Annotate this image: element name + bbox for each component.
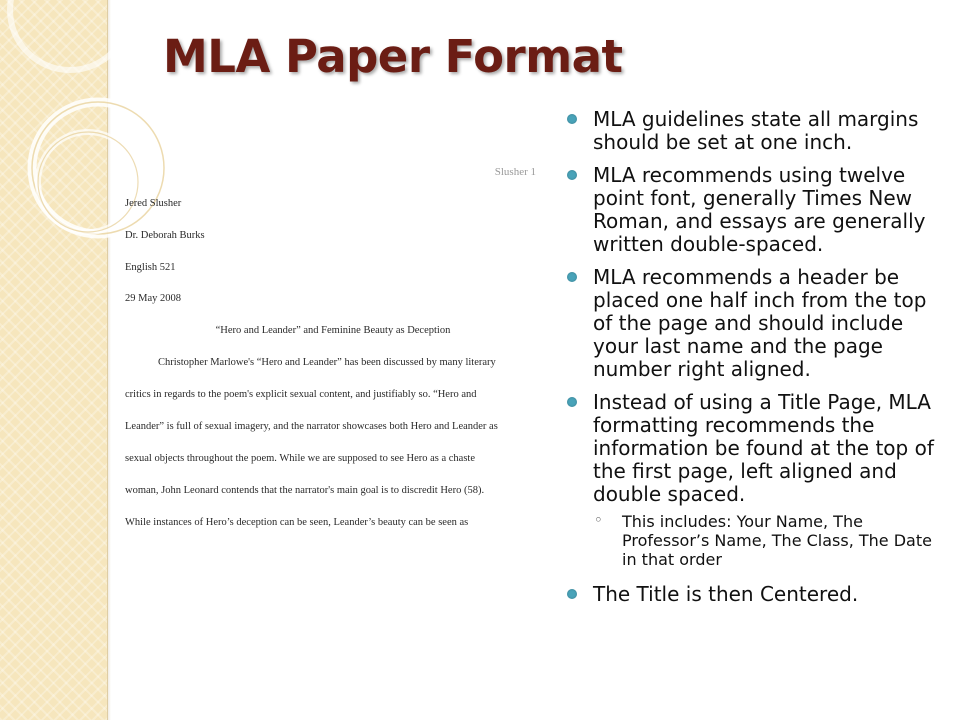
paper-class-name: English 521 <box>125 262 176 273</box>
bullet-title-centered: The Title is then Centered. <box>566 583 946 606</box>
bullet-header: MLA recommends a header be placed one half inch from the top of the page and should include your last name and the page number right aligned. <box>566 266 946 381</box>
bullet-font: MLA recommends using twelve point font, generally Times New Roman, and essays are generally written double-spaced. <box>566 164 946 256</box>
paper-professor-name: Dr. Deborah Burks <box>125 230 205 241</box>
bullet-list <box>566 108 946 616</box>
paper-essay-title: “Hero and Leander” and Feminine Beauty as Deception <box>215 325 451 336</box>
paper-date: 29 May 2008 <box>125 293 181 304</box>
paper-body-line: While instances of Hero’s deception can be seen, Leander’s beauty can be seen as <box>125 517 469 528</box>
paper-body-line: woman, John Leonard contends that the narrator's main goal is to discredit Hero (58). <box>125 485 485 496</box>
paper-body-line: sexual objects throughout the poem. While we are supposed to see Hero as a chaste <box>125 453 475 464</box>
paper-body-line: Christopher Marlowe's “Hero and Leander” has been discussed by many literary <box>158 357 496 368</box>
paper-sample-image <box>118 160 548 540</box>
sub-bullet-heading-order: ◦ This includes: Your Name, The Professor’s Name, The Class, The Date in that order <box>594 512 946 569</box>
bullet-margins: MLA guidelines state all margins should be set at one inch. <box>566 108 946 154</box>
paper-page-header: Slusher 1 <box>494 166 536 178</box>
paper-body-line: critics in regards to the poem's explicit sexual content, and justifiably so. “Hero and <box>125 389 477 400</box>
slide-title: MLA Paper Format <box>163 30 623 83</box>
paper-body-line: Leander” is full of sexual imagery, and the narrator showcases both Hero and Leander as <box>125 421 498 432</box>
paper-student-name: Jered Slusher <box>125 198 182 209</box>
bullet-title-page: Instead of using a Title Page, MLA formatting recommends the information be found at the top of the first page, left aligned and double spaced. <box>566 391 946 506</box>
